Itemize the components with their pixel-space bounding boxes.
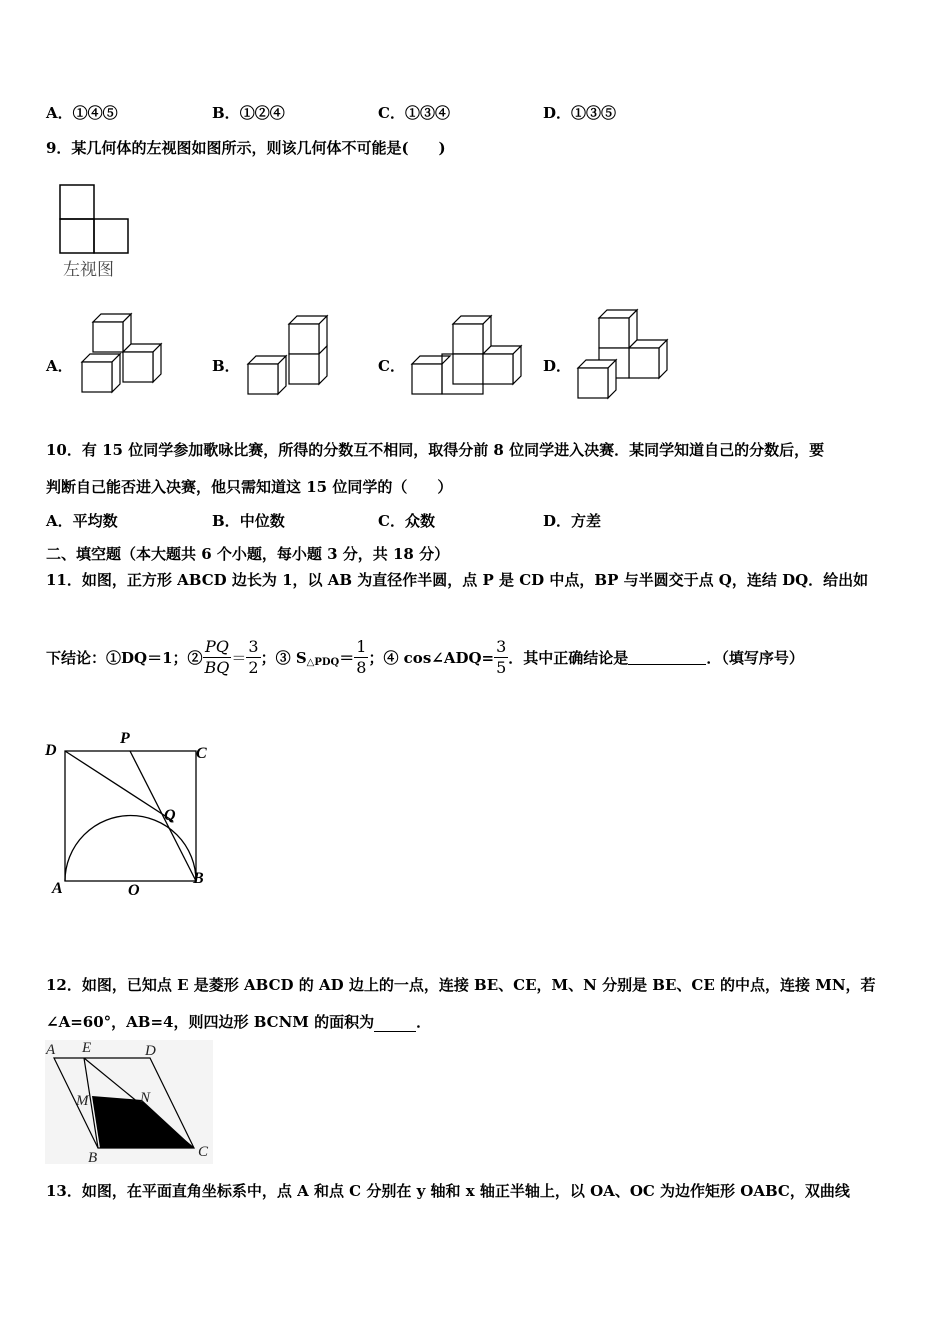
q11-fraction-pq-bq: $\frac{PQ}{BQ}$ xyxy=(204,636,230,677)
q10-option-b: B．中位数 xyxy=(212,512,285,530)
q9-left-view-figure xyxy=(55,183,135,283)
q8-option-c: C．①③④ xyxy=(378,104,450,122)
q11-answer-blank[interactable] xyxy=(628,650,706,665)
q12-label-a: A xyxy=(46,1042,56,1058)
q11-line1: 11．如图，正方形 ABCD 边长为 1，以 AB 为直径作半圆，点 P 是 CD 中点，BP 与半圆交于点 Q，连结 DQ．给出如 xyxy=(46,571,869,589)
q9-option-a-label: A． xyxy=(46,357,73,375)
q12-label-n: N xyxy=(140,1090,151,1106)
q11-label-c: C xyxy=(196,745,207,762)
q9-option-d-cubes xyxy=(572,306,672,401)
q9-figure-caption: 左视图 xyxy=(63,260,114,279)
q11-label-a: A xyxy=(52,880,63,897)
q11-square-figure xyxy=(40,725,220,900)
q12-line1: 12．如图，已知点 E 是菱形 ABCD 的 AD 边上的一点，连接 BE、CE，M、N 分别是 BE、CE 的中点，连接 MN，若 xyxy=(46,976,876,994)
q12-answer-blank[interactable] xyxy=(374,1017,416,1032)
q11-label-q: Q xyxy=(164,807,176,824)
q12-rhombus-figure xyxy=(42,1038,217,1166)
q11-fraction-1-8: $\frac{1}{8}$ xyxy=(356,636,367,677)
q10-line2: 判断自己能否进入决赛，他只需知道这 15 位同学的（ ） xyxy=(46,478,453,496)
q9-option-d-label: D． xyxy=(543,357,572,375)
q10-option-d: D．方差 xyxy=(543,512,602,530)
q11-fraction-3-5: $\frac{3}{5}$ xyxy=(496,636,507,677)
q12-line2: ∠A=60°，AB=4，则四边形 BCNM 的面积为 ． xyxy=(46,1013,432,1031)
q9-option-b-cubes xyxy=(244,312,339,402)
q10-option-a: A．平均数 xyxy=(46,512,118,530)
q10-option-c: C．众数 xyxy=(378,512,435,530)
q12-label-e: E xyxy=(82,1040,92,1056)
q11-prefix: 下结论：①DQ＝1；② xyxy=(46,648,203,667)
q11-fraction-3-2: $\frac{3}{2}$ xyxy=(248,636,259,677)
q11-label-o: O xyxy=(128,882,140,899)
section-2-heading: 二、填空题（本大题共 6 个小题，每小题 3 分，共 18 分） xyxy=(46,545,450,563)
q8-option-b: B．①②④ xyxy=(212,104,285,122)
q11-label-b: B xyxy=(193,870,204,887)
q8-option-a: A．①④⑤ xyxy=(46,104,118,122)
q13-line1: 13．如图，在平面直角坐标系中，点 A 和点 C 分别在 y 轴和 x 轴正半轴上，以 OA、OC 为边作矩形 OABC，双曲线 xyxy=(46,1182,850,1200)
q12-label-d: D xyxy=(145,1043,156,1059)
q11-line2: 下结论：①DQ＝1；② $\frac{PQ}{BQ}$ ＝ $\frac{3}{2}$ ；③ S △PDQ ＝ $\frac{1}{8}$ ；④ cos∠ADQ= $\frac{3}{5}$ ．其中正确结论是 ．（填写序号） xyxy=(46,636,804,677)
q11-label-d: D xyxy=(45,742,57,759)
q12-label-m: M xyxy=(76,1093,89,1109)
q12-label-c: C xyxy=(198,1144,209,1160)
q9-option-a-cubes xyxy=(78,310,168,400)
q9-option-c-cubes xyxy=(408,312,533,402)
q11-label-p: P xyxy=(120,730,130,747)
q9-option-b-label: B． xyxy=(212,357,240,375)
q12-label-b: B xyxy=(88,1150,98,1166)
q8-option-d: D．①③⑤ xyxy=(543,104,617,122)
q9-option-c-label: C． xyxy=(378,357,405,375)
q10-line1: 10．有 15 位同学参加歌咏比赛，所得的分数互不相同，取得分前 8 位同学进入决赛．某同学知道自己的分数后，要 xyxy=(46,441,825,459)
q9-stem: 9．某几何体的左视图如图所示，则该几何体不可能是( ) xyxy=(46,139,446,157)
